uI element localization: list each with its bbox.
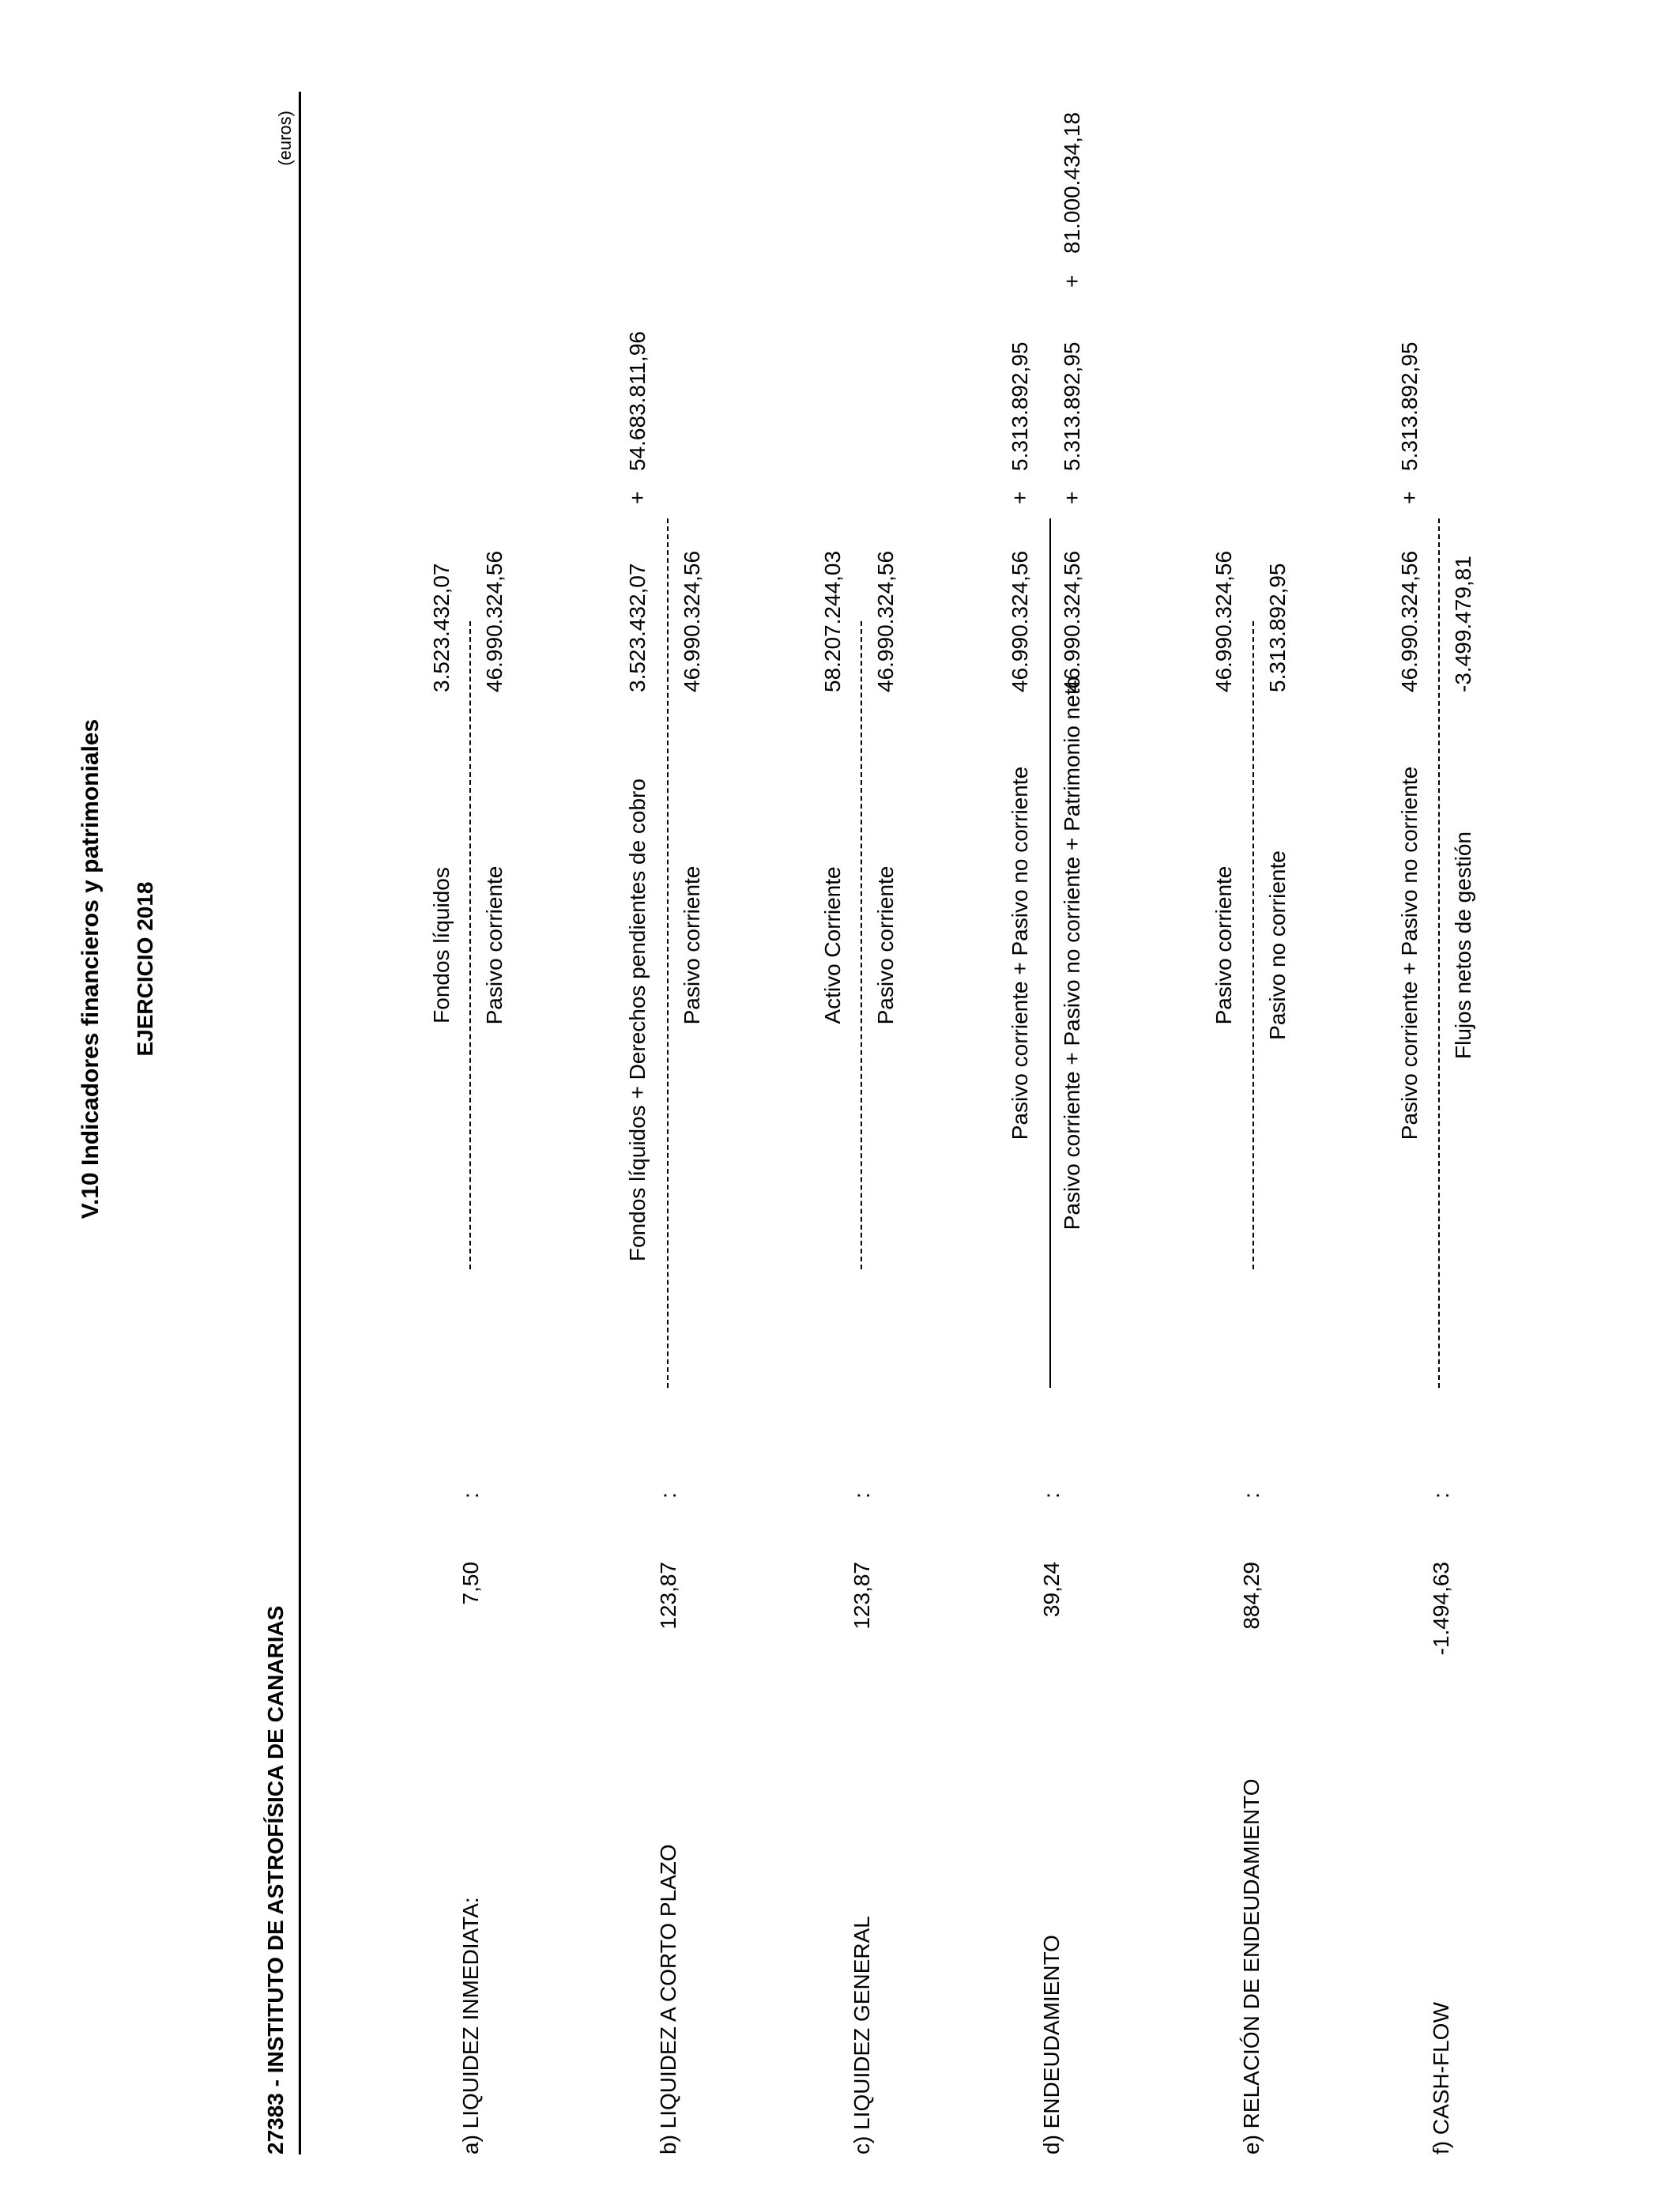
unit-label: (euros): [275, 111, 295, 166]
denominator-value-3: 81.000.434,18: [1060, 111, 1084, 254]
denominator-label: Pasivo no corriente: [1265, 850, 1290, 1040]
numerator-value-1: 46.990.324,56: [1211, 550, 1236, 692]
denominator-value-1: 46.990.324,56: [1060, 550, 1084, 692]
fraction-line: [667, 518, 669, 1388]
numerator-label: Pasivo corriente + Pasivo no corriente: [1397, 766, 1422, 1140]
numerator-value-1: 46.990.324,56: [1397, 550, 1422, 692]
indicator-label: a) LIQUIDEZ INMEDIATA:: [458, 1897, 483, 2154]
indicator-value: 123,87: [656, 1562, 680, 1630]
indicator-label: f) CASH-FLOW: [1429, 2002, 1453, 2154]
denominator-value-1: 46.990.324,56: [680, 550, 704, 692]
numerator-value-2: 5.313.892,95: [1397, 341, 1422, 471]
numerator-value-1: 3.523.432,07: [625, 563, 650, 692]
denominator-value-2: 5.313.892,95: [1060, 341, 1084, 471]
plus-sign: +: [1008, 491, 1032, 504]
plus-sign: +: [1397, 491, 1422, 504]
separator-colon: :: [849, 1492, 874, 1498]
header-rule: [299, 92, 301, 2154]
numerator-label: Fondos líquidos + Derechos pendientes de cobro: [625, 778, 650, 1261]
separator-colon: :: [458, 1492, 483, 1498]
numerator-value-2: 54.683.811,96: [625, 331, 650, 471]
indicator-value: 884,29: [1239, 1562, 1264, 1630]
denominator-label: Pasivo corriente + Pasivo no corriente + Patrimonio neto: [1060, 676, 1084, 1231]
entity-name: 27383 - INSTITUTO DE ASTROFÍSICA DE CANARIAS: [263, 1605, 288, 2154]
denominator-label: Pasivo corriente: [680, 865, 704, 1025]
fraction-line: [1438, 518, 1440, 1388]
separator-colon: :: [1039, 1492, 1064, 1498]
plus-sign: +: [1060, 491, 1084, 504]
fraction-line: [1252, 621, 1254, 1269]
plus-sign: +: [1060, 274, 1084, 288]
fraction-line: [1049, 518, 1051, 1388]
denominator-value-1: -3.499.479,81: [1451, 556, 1475, 692]
numerator-value-1: 3.523.432,07: [429, 563, 454, 692]
numerator-label: Pasivo corriente + Pasivo no corriente: [1008, 766, 1032, 1140]
numerator-label: Activo Corriente: [820, 866, 845, 1024]
indicator-label: e) RELACIÓN DE ENDEUDAMIENTO: [1239, 1778, 1264, 2154]
plus-sign: +: [625, 491, 650, 504]
numerator-label: Fondos líquidos: [429, 867, 454, 1023]
indicator-value: 39,24: [1039, 1562, 1064, 1618]
indicator-label: d) ENDEUDAMIENTO: [1039, 1935, 1064, 2154]
indicator-value: 123,87: [849, 1562, 874, 1630]
indicator-label: b) LIQUIDEZ A CORTO PLAZO: [656, 1844, 680, 2154]
denominator-label: Pasivo corriente: [482, 865, 507, 1025]
denominator-label: Pasivo corriente: [873, 865, 898, 1025]
denominator-value-1: 46.990.324,56: [873, 550, 898, 692]
separator-colon: :: [656, 1492, 680, 1498]
indicator-label: c) LIQUIDEZ GENERAL: [849, 1916, 874, 2154]
separator-colon: :: [1239, 1492, 1264, 1498]
denominator-label: Flujos netos de gestión: [1451, 831, 1475, 1059]
report-subtitle: EJERCICIO 2018: [133, 881, 157, 1057]
numerator-value-2: 5.313.892,95: [1008, 341, 1032, 471]
denominator-value-1: 5.313.892,95: [1265, 563, 1290, 692]
numerator-value-1: 46.990.324,56: [1008, 550, 1032, 692]
numerator-label: Pasivo corriente: [1211, 865, 1236, 1025]
denominator-value-1: 46.990.324,56: [482, 550, 507, 692]
fraction-line: [861, 621, 862, 1269]
fraction-line: [469, 621, 471, 1269]
numerator-value-1: 58.207.244,03: [820, 550, 845, 692]
separator-colon: :: [1429, 1492, 1453, 1498]
indicator-value: 7,50: [458, 1562, 483, 1605]
report-title: V.10 Indicadores financieros y patrimoniales: [77, 718, 104, 1220]
indicator-value: -1.494,63: [1429, 1562, 1453, 1656]
